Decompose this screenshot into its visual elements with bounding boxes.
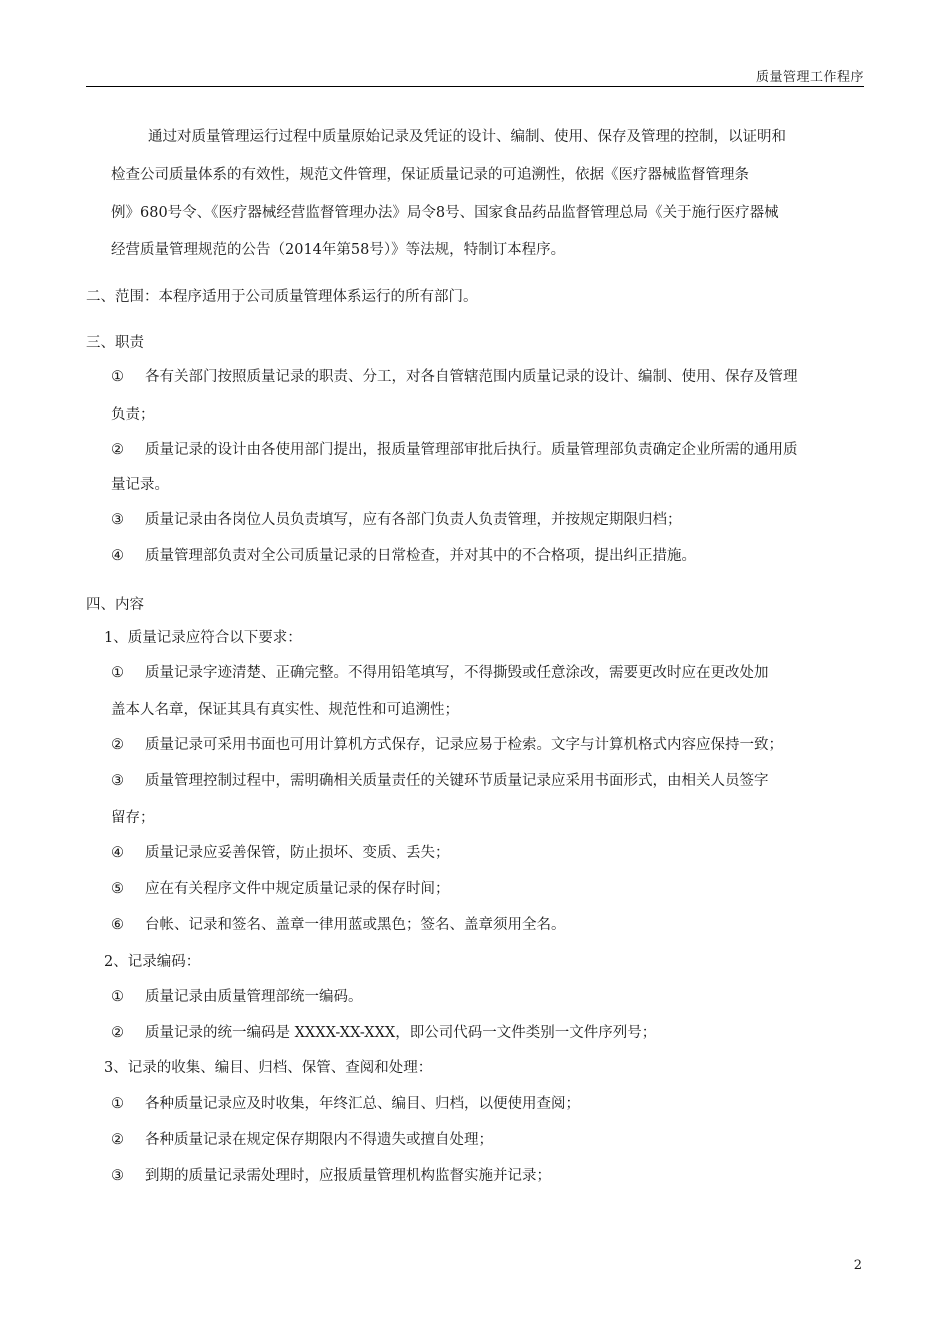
purpose-line-4: 经营质量管理规范的公告（2014年第58号）》等法规，特制订本程序。: [111, 242, 566, 258]
item-marker: ④: [111, 548, 124, 564]
item-marker: ①: [111, 665, 124, 681]
item-text: 质量记录的设计由各使用部门提出，报质量管理部审批后执行。质量管理部负责确定企业所需的通用质: [145, 442, 798, 458]
item-marker: ②: [111, 442, 124, 458]
item-marker: ①: [111, 1096, 124, 1112]
page-number: 2: [853, 1258, 862, 1273]
item-text: 应在有关程序文件中规定质量记录的保存时间；: [145, 881, 450, 897]
item-text: 台帐、记录和签名、盖章一律用蓝或黑色；签名、盖章须用全名。: [145, 917, 566, 933]
purpose-line-3: 例》680号令、《医疗器械经营监督管理办法》局令8号、国家食品药品监督管理总局《关于施行医疗器械: [111, 205, 779, 221]
sec3-item-3: [111, 1167, 551, 1185]
item-text: 质量管理部负责对全公司质量记录的日常检查，并对其中的不合格项，提出纠正措施。: [145, 548, 696, 564]
duty-item-1-cont: 负责；: [111, 407, 155, 423]
item-text: 质量记录应妥善保管，防止损坏、变质、丢失；: [145, 845, 450, 861]
content-heading: 四、内容: [86, 597, 144, 613]
item-text: 各有关部门按照质量记录的职责、分工，对各自管辖范围内质量记录的设计、编制、使用、保存及管理: [145, 369, 798, 385]
sec1-title: 1、质量记录应符合以下要求：: [104, 630, 302, 646]
sec2-item-1: [111, 988, 363, 1006]
item-text: 各种质量记录应及时收集，年终汇总、编目、归档，以便使用查阅；: [145, 1096, 580, 1112]
sec3-item-2: [111, 1131, 493, 1149]
item-marker: ②: [111, 1132, 124, 1148]
sec2-title: 2、记录编码：: [104, 954, 201, 970]
item-marker: ①: [111, 989, 124, 1005]
sec1-item-4: [111, 844, 450, 862]
sec1-item-3: [111, 772, 769, 790]
item-marker: ③: [111, 512, 124, 528]
item-text: 质量记录可采用书面也可用计算机方式保存，记录应易于检索。文字与计算机格式内容应保持一致；: [145, 737, 783, 753]
item-marker: ⑥: [111, 917, 124, 933]
item-text: 质量记录由各岗位人员负责填写，应有各部门负责人负责管理，并按规定期限归档；: [145, 512, 682, 528]
item-text: 质量管理控制过程中，需明确相关质量责任的关键环节质量记录应采用书面形式，由相关人员签字: [145, 773, 769, 789]
item-text: 各种质量记录在规定保存期限内不得遗失或擅自处理；: [145, 1132, 493, 1148]
item-marker: ③: [111, 1168, 124, 1184]
header-title: 质量管理工作程序: [755, 70, 864, 85]
purpose-line-1: 通过对质量管理运行过程中质量原始记录及凭证的设计、编制、使用、保存及管理的控制，以证明和: [148, 129, 786, 145]
sec3-item-1: [111, 1095, 580, 1113]
item-text: 质量记录由质量管理部统一编码。: [145, 989, 363, 1005]
duty-item-3: [111, 511, 682, 529]
sec1-item-2: [111, 736, 783, 754]
duty-item-1: [111, 368, 798, 386]
item-text: 到期的质量记录需处理时，应报质量管理机构监督实施并记录；: [145, 1168, 551, 1184]
duty-item-2-cont: 量记录。: [111, 477, 169, 493]
sec1-item-3-cont: 留存；: [111, 810, 155, 826]
sec3-title: 3、记录的收集、编目、归档、保管、查阅和处理：: [104, 1060, 433, 1076]
item-marker: ②: [111, 737, 124, 753]
duty-item-2: [111, 441, 798, 459]
item-marker: ④: [111, 845, 124, 861]
scope-text: 二、范围：本程序适用于公司质量管理体系运行的所有部门。: [86, 289, 478, 305]
duty-item-4: [111, 547, 696, 565]
sec2-item-2: [111, 1024, 656, 1042]
item-text: 质量记录字迹清楚、正确完整。不得用铅笔填写，不得撕毁或任意涂改，需要更改时应在更改处加: [145, 665, 769, 681]
item-marker: ②: [111, 1025, 124, 1041]
header-rule: [86, 86, 864, 87]
purpose-line-2: 检查公司质量体系的有效性，规范文件管理，保证质量记录的可追溯性，依据《医疗器械监督管理条: [111, 167, 749, 183]
sec1-item-1-cont: 盖本人名章，保证其具有真实性、规范性和可追溯性；: [111, 702, 459, 718]
sec1-item-1: [111, 664, 769, 682]
item-text: 质量记录的统一编码是 XXXX-XX-XXX，即公司代码一文件类别一文件序列号；: [145, 1025, 657, 1041]
item-marker: ①: [111, 369, 124, 385]
sec1-item-6: [111, 916, 566, 934]
item-marker: ⑤: [111, 881, 124, 897]
duties-heading: 三、职责: [86, 335, 144, 351]
item-marker: ③: [111, 773, 124, 789]
sec1-item-5: [111, 880, 450, 898]
